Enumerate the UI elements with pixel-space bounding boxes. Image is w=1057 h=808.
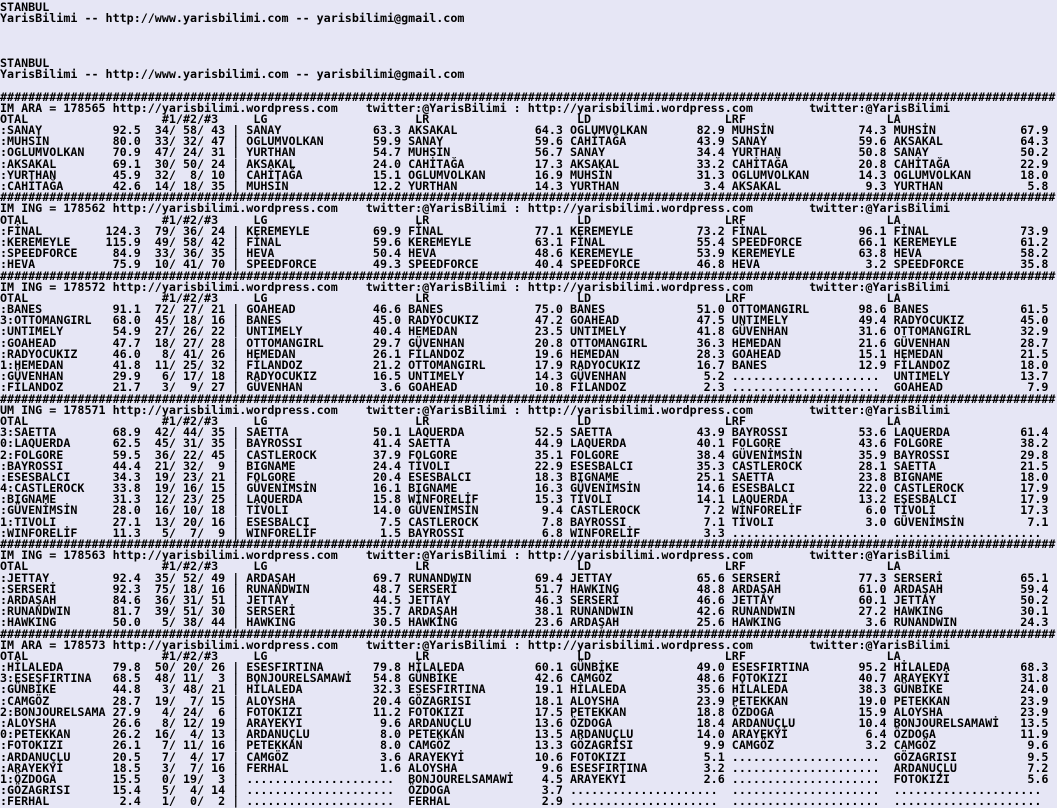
- masthead-contact: YarisBilimi -- http://www.yarisbilimi.com -- yarisbilimi@gmail.com: [0, 11, 465, 26]
- table-row: :ARDAŞAH 84.6 36/ 31/ 51 | JETTAY 44.5 JETTAY 46.3 SERSERİ 46.6 JETTAY 60.1 JETTAY 50.2: [0, 592, 1049, 607]
- section-separator: ######################################################################################################################################################: [0, 190, 1056, 205]
- table-row: :YURTHAN 45.9 32/ 8/ 10 | CAHİTAĞA 15.1 OGLUMVOLKAN 16.9 MUHSİN 31.3 OGLUMVOLKAN 14.3 OGLUMVOLKAN 18.0: [0, 167, 1049, 182]
- table-row: :HAWKING 50.0 5/ 38/ 44 | HAWKING 30.5 HAWKING 23.6 ARDAŞAH 25.6 HAWKING 3.6 RUNANDWIN 24.3: [0, 615, 1049, 630]
- section-header: IM ING = 178563 http://yarisbilimi.wordpress.com twitter:@YarisBilimi : http://yarisbilimi.wordpress.com twitter:@YarisBilimi: [0, 548, 950, 563]
- table-row: 1:TIVOLI 27.1 13/ 20/ 16 | ESESBALCI 7.5 CASTLEROCK 7.8 BAYROSSI 7.1 TİVOLI 3.0 GÜVENİMSİN 7.1: [0, 514, 1049, 529]
- table-row: :WINFORELİF 11.3 5/ 7/ 9 | WINFORELİF 1.5 BAYROSSI 6.8 WINFORELİF 3.3 ..................... .....................: [0, 525, 1049, 540]
- blank-line: [0, 24, 1057, 35]
- table-row: 0:PETEKKAN 26.2 16/ 4/ 13 | ARDANUÇLU 8.0 PETEKKAN 13.5 ARDANUÇLU 14.0 ARAYEKYİ 6.4 ÖZDOGA 11.9: [0, 727, 1049, 742]
- table-row: :SPEEDFORCE 84.9 33/ 36/ 35 | HEVA 50.4 HEVA 48.6 KEREMEYLE 53.9 KEREMEYLE 63.8 HEVA 58.2: [0, 246, 1049, 261]
- table-row: 1:ÖZDOGA 15.5 0/ 19/ 3 | ..................... BONJOURELSAMAWİ 4.5 ARAYEKYİ 2.6 ..................... FOTOKIZI 5.6: [0, 771, 1049, 786]
- column-header: OTAL #1/#2/#3 LG LR LD LRF LA: [0, 648, 901, 663]
- column-header: OTAL #1/#2/#3 LG LR LD LRF LA: [0, 111, 901, 126]
- table-row: :BANES 91.1 72/ 27/ 21 | GOAHEAD 46.6 BANES 75.0 BANES 51.0 OTTOMANGIRL 98.6 BANES 61.5: [0, 302, 1049, 317]
- masthead-contact: YarisBilimi -- http://www.yarisbilimi.com -- yarisbilimi@gmail.com: [0, 67, 465, 82]
- table-row: :UNTIMELY 54.9 27/ 26/ 22 | UNTIMELY 40.4 HEMEDAN 23.5 UNTIMELY 41.8 GÜVENHAN 31.6 OTTOMANGIRL 32.9: [0, 324, 1049, 339]
- column-header: OTAL #1/#2/#3 LG LR LD LRF LA: [0, 413, 901, 428]
- section-header: IM ING = 178562 http://yarisbilimi.wordpress.com twitter:@YarisBilimi : http://yarisbilimi.wordpress.com twitter:@YarisBilimi: [0, 201, 950, 216]
- section-separator: ######################################################################################################################################################: [0, 89, 1056, 104]
- table-row: :BAYROSSI 44.4 21/ 32/ 9 | BIGNAME 24.4 TİVOLI 22.9 ESESBALCI 35.3 CASTLEROCK 28.1 SAETTA 21.5: [0, 458, 1049, 473]
- column-header: OTAL #1/#2/#3 LG LR LD LRF LA: [0, 212, 901, 227]
- table-row: :OGLUMVOLKAN 70.9 47/ 24/ 31 | YURTHAN 54.7 MUHSİN 56.7 SANAY 34.4 YURTHAN 50.8 SANAY 50.2: [0, 145, 1049, 160]
- table-row: :FİLANDOZ 21.7 3/ 9/ 27 | GÜVENHAN 3.6 GOAHEAD 10.8 FİLANDOZ 2.3 ..................... GOAHEAD 7.9: [0, 380, 1049, 395]
- column-header: OTAL #1/#2/#3 LG LR LD LRF LA: [0, 290, 901, 305]
- table-row: :RUNANDWIN 81.7 39/ 51/ 30 | SERSERİ 35.7 ARDAŞAH 38.1 RUNANDWIN 42.6 RUNANDWIN 27.2 HAWKING 30.1: [0, 604, 1049, 619]
- section-header: IM ARA = 178573 http://yarisbilimi.wordpress.com twitter:@YarisBilimi : http://yarisbilimi.wordpress.com twitter:@YarisBilimi: [0, 637, 950, 652]
- masthead-city: STANBUL: [0, 55, 50, 70]
- blank-line: [0, 47, 1057, 58]
- blank-line: [0, 36, 1057, 47]
- table-row: :CAHİTAĞA 42.6 14/ 18/ 35 | MUHSİN 12.2 YURTHAN 14.3 YURTHAN 3.4 AKSAKAL 9.3 YURTHAN 5.8: [0, 179, 1049, 193]
- table-row: :GÜVENHAN 29.9 6/ 17/ 18 | RADYOCUKIZ 16.5 UNTIMELY 14.3 GÜVENHAN 5.2 ..................... UNTIMELY 13.7: [0, 369, 1049, 384]
- table-row: :SANAY 92.5 34/ 58/ 43 | SANAY 63.3 AKSAKAL 64.3 OGLUMVOLKAN 82.9 MUHSİN 74.3 MUHSİN 67.9: [0, 123, 1049, 138]
- section-header: UM ING = 178571 http://yarisbilimi.wordpress.com twitter:@YarisBilimi : http://yarisbilimi.wordpress.com twitter:@YarisBilimi: [0, 402, 950, 417]
- table-row: :GÜVENİMSİN 28.0 16/ 10/ 18 | TİVOLI 14.0 GÜVENİMSİN 9.4 CASTLEROCK 7.2 WİNFORELİF 6.0 TİVOLİ 17.3: [0, 503, 1049, 518]
- table-row: :HİLALEDA 79.8 50/ 20/ 26 | ESESFIRTINA 79.8 HİLALEDA 60.1 GÜNBİKE 49.0 ESESFIRTINA 95.2 HİLALEDA 68.3: [0, 660, 1049, 675]
- table-row: :SERSERİ 92.3 75/ 18/ 16 | RUNANDWIN 48.7 SERSERİ 51.7 HAWKING 48.8 ARDAŞAH 61.0 ARDAŞAH 59.4: [0, 581, 1049, 596]
- report-body: [0, 89, 1057, 808]
- section-header: IM ING = 178572 http://yarisbilimi.wordpress.com twitter:@YarisBilimi : http://yarisbilimi.wordpress.com twitter:@YarisBilimi: [0, 279, 950, 294]
- table-row: :JETTAY 92.4 35/ 52/ 49 | ARDAŞAH 69.7 RUNANDWIN 69.4 JETTAY 65.6 SERSERİ 77.3 SERSERİ 65.1: [0, 570, 1049, 585]
- masthead-city: STANBUL: [0, 0, 50, 14]
- table-row: :GÖZAGRISI 15.4 5/ 4/ 14 | ..................... ÖZDOGA 3.7 ..................... ..................... .....................: [0, 783, 1049, 798]
- table-row: :ALOYSHA 26.6 8/ 12/ 19 | ARAYEKYI 9.6 ARDANUÇLU 13.6 ÖZDOGA 18.4 ARDANUÇLU 10.4 BONJOURELSAMAWİ 13.5: [0, 716, 1049, 730]
- table-row: :FİNAL 124.3 79/ 36/ 24 | KEREMEYLE 69.9 FİNAL 77.1 KEREMEYLE 73.2 FİNAL 96.1 FİNAL 73.9: [0, 223, 1049, 238]
- section-separator: ######################################################################################################################################################: [0, 626, 1056, 641]
- section-separator: ######################################################################################################################################################: [0, 391, 1056, 406]
- table-row: :ESESBALCI 34.3 19/ 23/ 21 | FOLGORE 20.4 ESESBALCI 18.3 BIGNAME 25.1 SAETTA 23.8 BIGNAME 18.0: [0, 469, 1049, 484]
- table-row: :MUHSİN 80.0 33/ 32/ 47 | OGLUMVOLKAN 59.9 SANAY 59.6 CAHİTAĞA 43.9 SANAY 59.6 AKSAKAL 64.3: [0, 134, 1049, 149]
- section-separator: ######################################################################################################################################################: [0, 537, 1056, 551]
- table-row: :ARDANUÇLU 20.5 7/ 4/ 17 | CAMGÖZ 3.6 ARAYEKYİ 10.6 FOTOKIZI 5.1 ..................... GÖZAGRISI 9.5: [0, 749, 1049, 764]
- table-row: :FOTOKIZI 26.1 7/ 11/ 16 | PETEKKAN 8.0 CAMGÖZ 13.3 GÖZAGRİSI 9.9 CAMGÖZ 3.2 CAMGÖZ 9.6: [0, 738, 1049, 753]
- table-row: :FERHAL 2.4 1/ 0/ 2 | ..................... FERHAL 2.9 ..................... ..................... .....................: [0, 794, 1049, 808]
- section-separator: ######################################################################################################################################################: [0, 268, 1056, 283]
- table-row: 1:HEMEDAN 41.8 11/ 25/ 32 | FİLANDOZ 21.2 OTTOMANGIRL 17.9 RADYOCUKIZ 16.7 BANES 12.9 FİLANDOZ 18.0: [0, 358, 1049, 372]
- table-row: 4:CASTLEROCK 33.8 19/ 16/ 15 | GÜVENİMSİN 16.1 BIGNAME 16.3 GÜVENİMSİN 14.6 ESESBALCI 22.0 CASTLEROCK 17.9: [0, 481, 1049, 496]
- table-row: :GÜNBİKE 44.8 3/ 48/ 21 | HİLALEDA 32.3 ESESFIRTINA 19.1 HİLALEDA 35.6 HİLALEDA 38.3 GÜNBİKE 24.0: [0, 682, 1049, 697]
- table-row: :RADYOCUKIZ 46.0 8/ 41/ 26 | HEMEDAN 26.1 FİLANDOZ 19.6 HEMEDAN 28.3 GOAHEAD 15.1 HEMEDAN 21.5: [0, 346, 1049, 361]
- table-row: :CAMGÖZ 28.7 19/ 7/ 15 | ALOYSHA 20.4 GÖZAGRISI 18.1 ALOYSHA 23.9 PETEKKAN 19.0 PETEKKAN 23.9: [0, 693, 1049, 708]
- table-row: :BIGNAME 31.3 12/ 23/ 25 | LAQUERDA 15.8 WİNFORELİF 15.3 TİVOLI 14.1 LAQUERDA 13.2 ESESBALCI 17.9: [0, 492, 1049, 507]
- table-row: :KEREMEYLE 115.9 49/ 58/ 42 | FİNAL 59.6 KEREMEYLE 63.1 FİNAL 55.4 SPEEDFORCE 66.1 KEREMEYLE 61.2: [0, 234, 1049, 249]
- section-header: IM ARA = 178565 http://yarisbilimi.wordpress.com twitter:@YarisBilimi : http://yarisbilimi.wordpress.com twitter:@YarisBilimi: [0, 100, 950, 115]
- table-row: :HEVA 75.9 10/ 41/ 70 | SPEEDFORCE 49.3 SPEEDFORCE 40.4 SPEEDFORCE 46.8 HEVA 3.2 SPEEDFORCE 35.8: [0, 257, 1049, 272]
- table-row: 2:BONJOURELSAMA 27.9 4/ 24/ 6 | FOTOKIZI 11.2 FOTOKIZI 17.5 PETEKKAN 18.8 ÖZDOGA 15.9 ALOYSHA 23.9: [0, 704, 1049, 719]
- table-row: 3:ESESFIRTINA 68.5 48/ 11/ 3 | BONJOURELSAMAWİ 54.8 GÜNBİKE 42.6 CAMGÖZ 48.6 FOTOKIZI 40.7 ARAYEKYİ 31.8: [0, 671, 1049, 686]
- column-header: OTAL #1/#2/#3 LG LR LD LRF LA: [0, 559, 901, 574]
- table-row: 0:LAQUERDA 62.5 45/ 31/ 35 | BAYROSSI 41.4 SAETTA 44.9 LAQUERDA 40.1 FOLGORE 43.6 FOLGORE 38.2: [0, 436, 1049, 451]
- table-row: 2:FOLGORE 59.5 36/ 22/ 45 | CASTLEROCK 37.9 FOLGORE 35.1 FOLGORE 38.4 GÜVENİMSİN 35.9 BAYROSSI 29.8: [0, 447, 1049, 462]
- table-row: :AKSAKAL 69.1 30/ 50/ 24 | AKSAKAL 24.0 CAHİTAĞA 17.3 AKSAKAL 33.2 CAHİTAĞA 20.8 CAHİTAĞA 22.9: [0, 156, 1049, 171]
- table-row: :ARAYEKYİ 18.5 3/ 7/ 16 | FERHAL 1.6 ALOYSHA 9.6 ESESFIRTINA 3.2 ..................... ARDANUÇLU 7.2: [0, 760, 1049, 775]
- table-row: 3:OTTOMANGIRL 68.0 45/ 18/ 16 | BANES 45.0 RADYOCUKIZ 47.2 GOAHEAD 47.5 UNTIMELY 49.4 RADYOCUKIZ 45.0: [0, 313, 1049, 328]
- table-row: 3:SAETTA 68.9 42/ 44/ 35 | SAETTA 50.1 LAQUERDA 52.5 SAETTA 43.9 BAYROSSI 53.6 LAQUERDA 61.4: [0, 425, 1049, 440]
- table-row: :GOAHEAD 47.7 18/ 27/ 28 | OTTOMANGIRL 29.7 GÜVENHAN 20.8 OTTOMANGIRL 36.3 HEMEDAN 21.6 GÜVENHAN 28.7: [0, 335, 1049, 350]
